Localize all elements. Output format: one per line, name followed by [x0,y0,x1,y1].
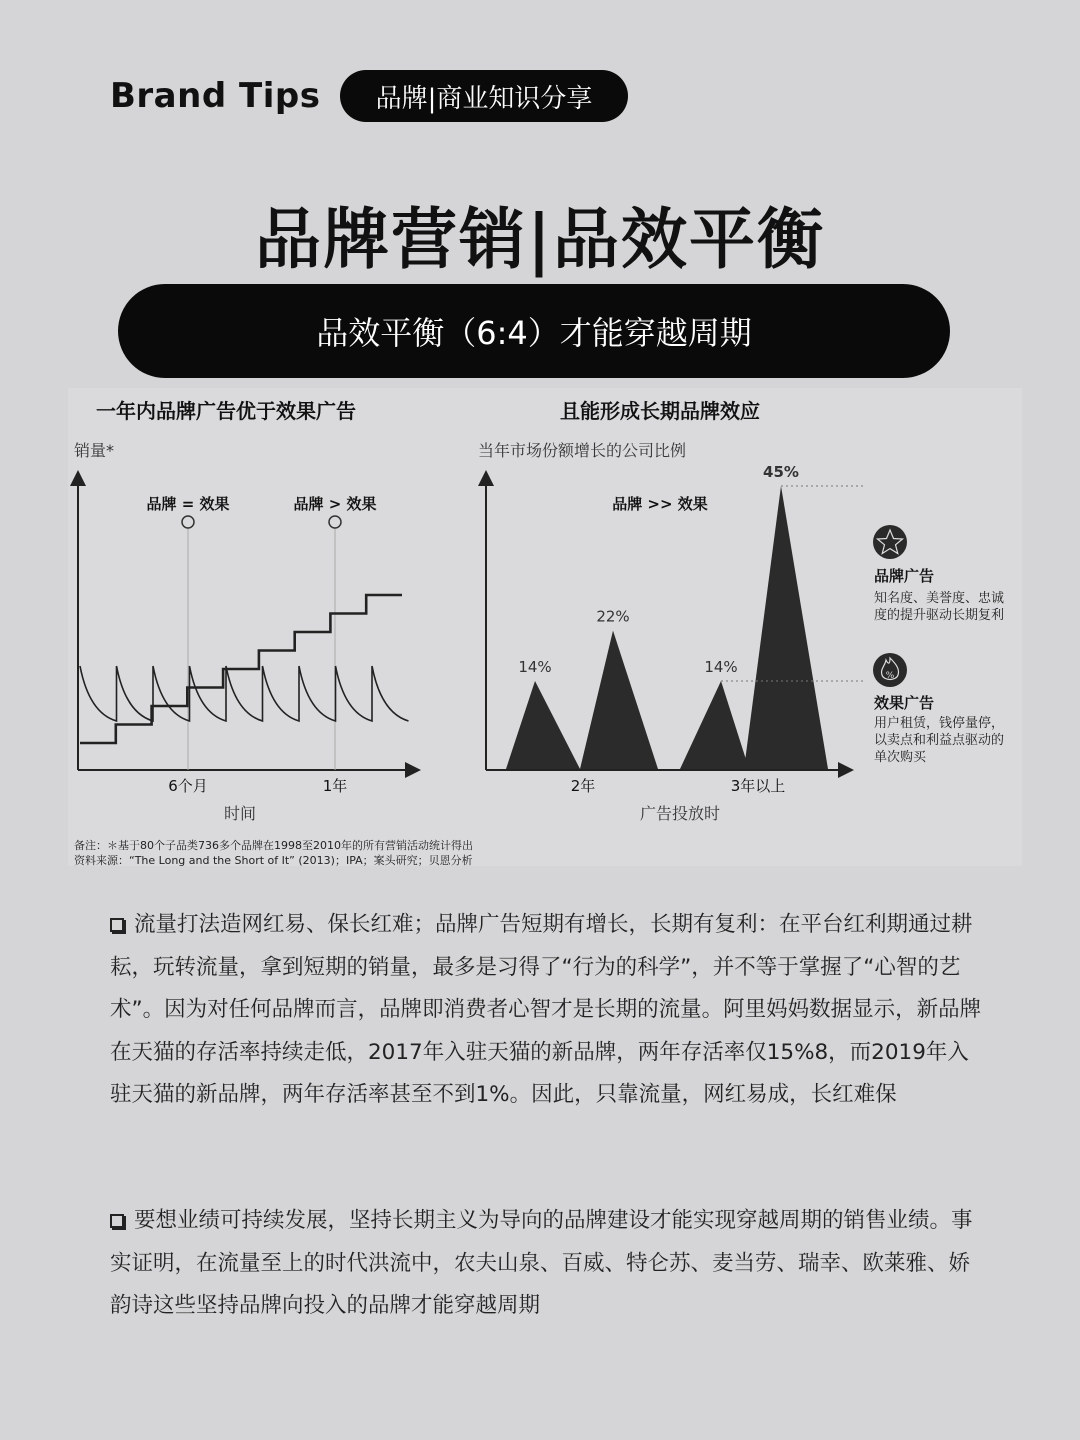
right-chart-title: 且能形成长期品牌效应 [560,399,760,423]
legend-performance-line2: 以卖点和利益点驱动的 [874,733,1005,748]
left-marker-circle-6m [182,516,194,528]
paragraph-2 [110,1200,982,1328]
checkbox-bullet-icon [110,1214,124,1228]
page-title: 品牌营销|品效平衡 [254,200,825,278]
peak-2y-performance [506,681,580,769]
left-x-tick-6m: 6个月 [168,777,208,795]
left-sawtooth-series [80,666,409,721]
left-annotation-equal: 品牌 = 效果 [146,495,230,513]
peak-3y-performance-label: 14% [704,658,738,676]
peak-2y-brand-label: 22% [596,607,630,626]
right-y-label: 当年市场份额增长的公司比例 [478,441,687,460]
paragraph-1-text: 流量打法造网红易、保长红难；品牌广告短期有增长，长期有复利：在平台红利期通过耕耘，玩转流量，拿到短期的销量，最多是习得了“行为的科学”，并不等于掌握了“心智的艺术”。因为对任何品牌而言，品牌即消费者心智才是长期的流量。阿里妈妈数据显示，新品牌在天猫的存活率持续走低，2017年入驻天猫的新品牌，两年存活率仅15%8，而2019年入驻天猫的新品牌，两年存活率甚至不到1%。因此，只靠流量，网红易成，长红难保 [110,912,982,1107]
chart-panel [68,388,1022,866]
legend-performance-line3: 单次购买 [874,750,927,765]
footnote-note: 备注：＊基于80个子品类736多个品牌在1998至2010年的所有营销活动统计得出 [74,839,473,852]
legend-brand-name: 品牌广告 [874,567,935,585]
right-x-tick-3y: 3年以上 [730,777,786,795]
right-x-tick-2y: 2年 [570,777,596,795]
subtitle-banner: 品效平衡（6:4）才能穿越周期 [118,284,950,378]
peak-3y-performance [680,681,749,769]
legend-brand [873,525,1004,623]
left-annotation-greater: 品牌 > 效果 [293,495,377,513]
peak-2y-performance-label: 14% [518,658,552,676]
charts-svg [68,388,1022,866]
legend-brand-line2: 度的提升驱动长期复利 [874,608,1005,623]
category-tag: 品牌|商业知识分享 [340,70,628,122]
brand-title: Brand Tips [110,76,321,116]
left-chart-title: 一年内品牌广告优于效果广告 [96,399,356,423]
checkbox-bullet-icon [110,918,124,932]
right-subtitle: 品牌 >> 效果 [612,495,708,513]
legend-performance-name: 效果广告 [874,694,935,712]
left-x-tick-1y: 1年 [322,777,348,795]
paragraph-2-text: 要想业绩可持续发展，坚持长期主义为导向的品牌建设才能实现穿越周期的销售业绩。事实证明，在流量至上的时代洪流中，农夫山泉、百威、特仑苏、麦当劳、瑞幸、欧莱雅、娇韵诗这些坚持品牌向投入的品牌才能穿越周期 [110,1208,973,1318]
paragraph-1 [110,904,982,1117]
peak-3y-brand [744,486,828,769]
percent-glyph: % [885,671,895,681]
legend-brand-line1: 知名度、美誉度、忠诚 [874,591,1005,606]
peak-3y-brand-label: 45% [763,463,799,481]
footnote-source: 资料来源：“The Long and the Short of It” (2013)；IPA；案头研究；贝恩分析 [74,854,473,866]
legend-performance-line1: 用户租赁，钱停量停， [874,716,1005,731]
legend-performance [873,653,1004,765]
left-y-label: 销量* [74,441,115,460]
right-x-label: 广告投放时 [639,804,721,823]
left-x-label: 时间 [223,804,257,823]
left-step-series [80,595,402,743]
peak-2y-brand [580,631,658,769]
left-marker-circle-1y [329,516,341,528]
